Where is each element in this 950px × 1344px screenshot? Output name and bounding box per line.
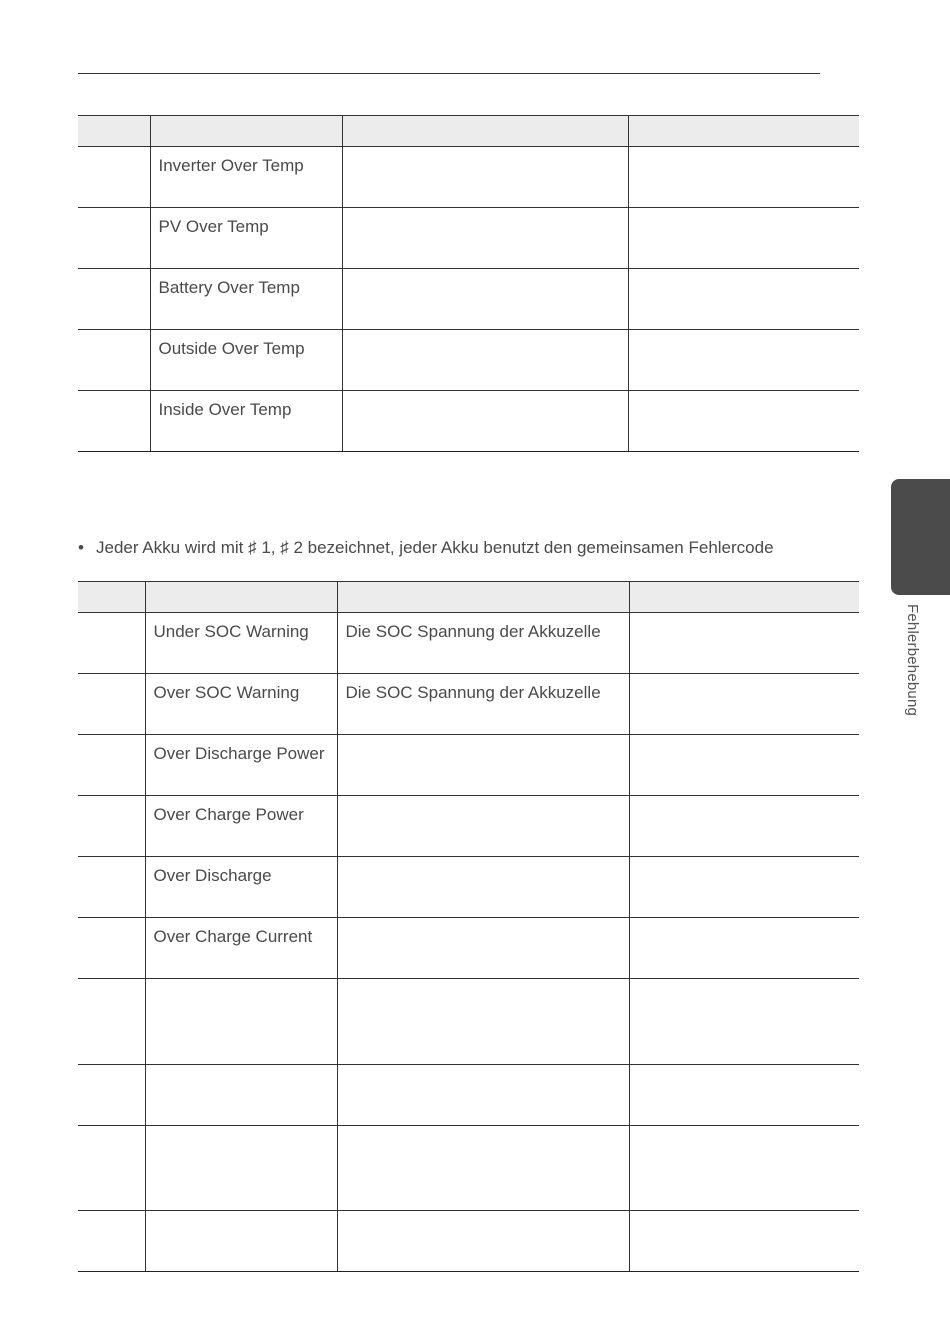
solution-cell bbox=[629, 918, 859, 979]
error-table-battery bbox=[78, 581, 859, 1272]
code-cell bbox=[78, 208, 150, 269]
cause-cell bbox=[342, 269, 628, 330]
solution-cell bbox=[629, 674, 859, 735]
table-row bbox=[78, 613, 859, 674]
table-row bbox=[78, 735, 859, 796]
code-cell bbox=[78, 269, 150, 330]
table-row bbox=[78, 979, 859, 1065]
table-row bbox=[78, 1211, 859, 1272]
error-name-cell bbox=[145, 1211, 337, 1272]
error-name-cell: Inverter Over Temp bbox=[150, 147, 342, 208]
error-name-cell bbox=[145, 1065, 337, 1126]
cause-cell bbox=[337, 796, 629, 857]
header-cell bbox=[150, 116, 342, 147]
table-row bbox=[78, 857, 859, 918]
table-row bbox=[78, 1126, 859, 1211]
cause-cell bbox=[337, 857, 629, 918]
table-row bbox=[78, 1065, 859, 1126]
cause-cell bbox=[337, 1126, 629, 1211]
solution-cell bbox=[628, 269, 859, 330]
table-row bbox=[78, 269, 859, 330]
solution-cell bbox=[629, 613, 859, 674]
solution-cell bbox=[629, 796, 859, 857]
cause-cell bbox=[337, 979, 629, 1065]
bullet-note-text: Jeder Akku wird mit ♯ 1, ♯ 2 bezeichnet, jeder Akku benutzt den gemeinsamen Fehlercode bbox=[96, 538, 774, 557]
error-name-cell: Battery Over Temp bbox=[150, 269, 342, 330]
cause-cell: Die SOC Spannung der Akkuzelle bbox=[337, 613, 629, 674]
code-cell bbox=[78, 979, 145, 1065]
header-cell bbox=[628, 116, 859, 147]
table-row bbox=[78, 918, 859, 979]
solution-cell bbox=[629, 857, 859, 918]
error-table-temperature bbox=[78, 115, 859, 452]
table-row bbox=[78, 147, 859, 208]
code-cell bbox=[78, 330, 150, 391]
solution-cell bbox=[629, 1126, 859, 1211]
cause-cell bbox=[342, 391, 628, 452]
code-cell bbox=[78, 735, 145, 796]
solution-cell bbox=[628, 391, 859, 452]
cause-cell bbox=[342, 208, 628, 269]
table-row bbox=[78, 208, 859, 269]
solution-cell bbox=[629, 1211, 859, 1272]
error-name-cell bbox=[145, 979, 337, 1065]
chapter-tab bbox=[891, 479, 950, 595]
code-cell bbox=[78, 918, 145, 979]
code-cell bbox=[78, 613, 145, 674]
code-cell bbox=[78, 147, 150, 208]
chapter-tab-label: Fehlerbehebung bbox=[904, 604, 921, 717]
cause-cell bbox=[342, 147, 628, 208]
table-header-row bbox=[78, 582, 859, 613]
cause-cell: Die SOC Spannung der Akkuzelle bbox=[337, 674, 629, 735]
code-cell bbox=[78, 857, 145, 918]
error-name-cell: Over Charge Current bbox=[145, 918, 337, 979]
solution-cell bbox=[629, 979, 859, 1065]
error-name-cell: Under SOC Warning bbox=[145, 613, 337, 674]
cause-cell bbox=[337, 918, 629, 979]
cause-cell bbox=[337, 1065, 629, 1126]
error-name-cell bbox=[145, 1126, 337, 1211]
code-cell bbox=[78, 391, 150, 452]
header-cell bbox=[145, 582, 337, 613]
solution-cell bbox=[628, 208, 859, 269]
solution-cell bbox=[628, 330, 859, 391]
code-cell bbox=[78, 1065, 145, 1126]
solution-cell bbox=[629, 735, 859, 796]
error-name-cell: Over Discharge bbox=[145, 857, 337, 918]
error-name-cell: Inside Over Temp bbox=[150, 391, 342, 452]
solution-cell bbox=[629, 1065, 859, 1126]
header-cell bbox=[337, 582, 629, 613]
top-rule bbox=[78, 73, 820, 74]
table-row bbox=[78, 674, 859, 735]
table-row bbox=[78, 796, 859, 857]
error-name-cell: Over Charge Power bbox=[145, 796, 337, 857]
table-row bbox=[78, 391, 859, 452]
table-header-row bbox=[78, 116, 859, 147]
bullet-dot: • bbox=[78, 538, 84, 557]
cause-cell bbox=[337, 735, 629, 796]
code-cell bbox=[78, 1211, 145, 1272]
error-name-cell: PV Over Temp bbox=[150, 208, 342, 269]
error-name-cell: Outside Over Temp bbox=[150, 330, 342, 391]
cause-cell bbox=[342, 330, 628, 391]
code-cell bbox=[78, 796, 145, 857]
bullet-note bbox=[78, 538, 774, 558]
solution-cell bbox=[628, 147, 859, 208]
code-cell bbox=[78, 1126, 145, 1211]
header-cell bbox=[342, 116, 628, 147]
error-name-cell: Over Discharge Power bbox=[145, 735, 337, 796]
code-cell bbox=[78, 674, 145, 735]
header-cell bbox=[78, 582, 145, 613]
header-cell bbox=[629, 582, 859, 613]
error-name-cell: Over SOC Warning bbox=[145, 674, 337, 735]
table-row bbox=[78, 330, 859, 391]
header-cell bbox=[78, 116, 150, 147]
cause-cell bbox=[337, 1211, 629, 1272]
